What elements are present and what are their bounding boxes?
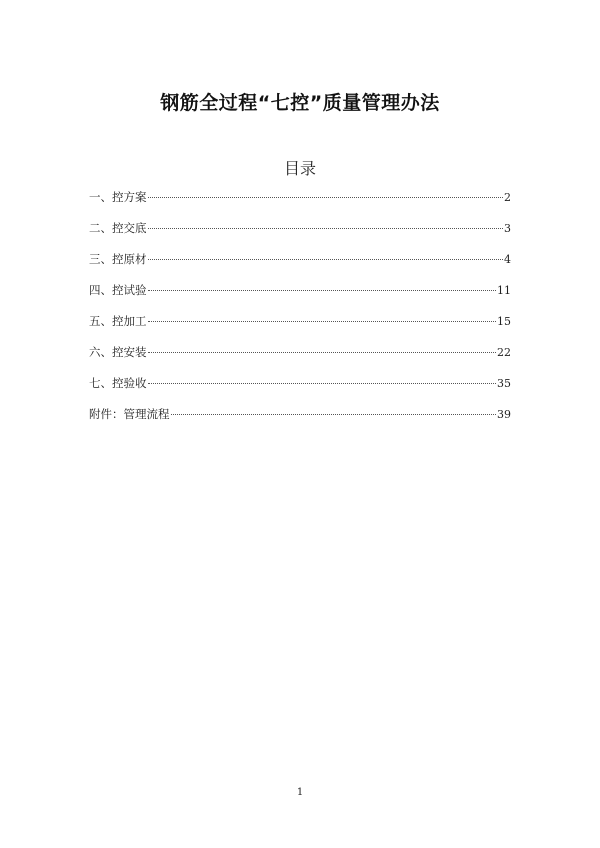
toc-entry-page: 15 [497, 315, 511, 328]
toc-dot-leader [171, 414, 497, 415]
toc-entry-page: 22 [497, 346, 511, 359]
toc-entry-5[interactable] [89, 313, 511, 344]
toc-entry-page: 4 [504, 253, 511, 266]
toc-entry-label: 六、控安装 [89, 345, 147, 359]
toc-dot-leader [148, 197, 504, 198]
toc-dot-leader [148, 259, 504, 260]
toc-entry-page: 11 [497, 284, 511, 297]
toc-entry-7[interactable] [89, 375, 511, 406]
toc-entry-label: 七、控验收 [89, 376, 147, 390]
toc-dot-leader [148, 383, 497, 384]
toc-entry-label: 三、控原材 [89, 252, 147, 266]
toc-heading: 目录 [283, 159, 316, 178]
toc-entry-2[interactable] [89, 220, 511, 251]
toc-entry-6[interactable] [89, 344, 511, 375]
page-number: 1 [296, 787, 304, 798]
toc-dot-leader [148, 228, 504, 229]
toc-dot-leader [148, 290, 497, 291]
toc-dot-leader [148, 321, 497, 322]
toc-entry-1[interactable] [89, 189, 511, 220]
toc-entry-label: 一、控方案 [89, 190, 147, 204]
toc-entry-label: 四、控试验 [89, 283, 147, 297]
toc-entry-page: 35 [497, 377, 511, 390]
toc-dot-leader [148, 352, 497, 353]
document-title: 钢筋全过程“七控”质量管理办法 [160, 92, 440, 114]
toc-entry-4[interactable] [89, 282, 511, 313]
toc-entry-label: 五、控加工 [89, 314, 147, 328]
toc-entry-page: 3 [504, 222, 511, 235]
toc-entry-label: 附件：管理流程 [89, 407, 170, 421]
toc-entry-page: 39 [497, 408, 511, 421]
toc-entry-appendix[interactable] [89, 406, 511, 437]
toc-entry-page: 2 [504, 191, 511, 204]
toc-entry-label: 二、控交底 [89, 221, 147, 235]
toc-entry-3[interactable] [89, 251, 511, 282]
table-of-contents [89, 189, 511, 437]
